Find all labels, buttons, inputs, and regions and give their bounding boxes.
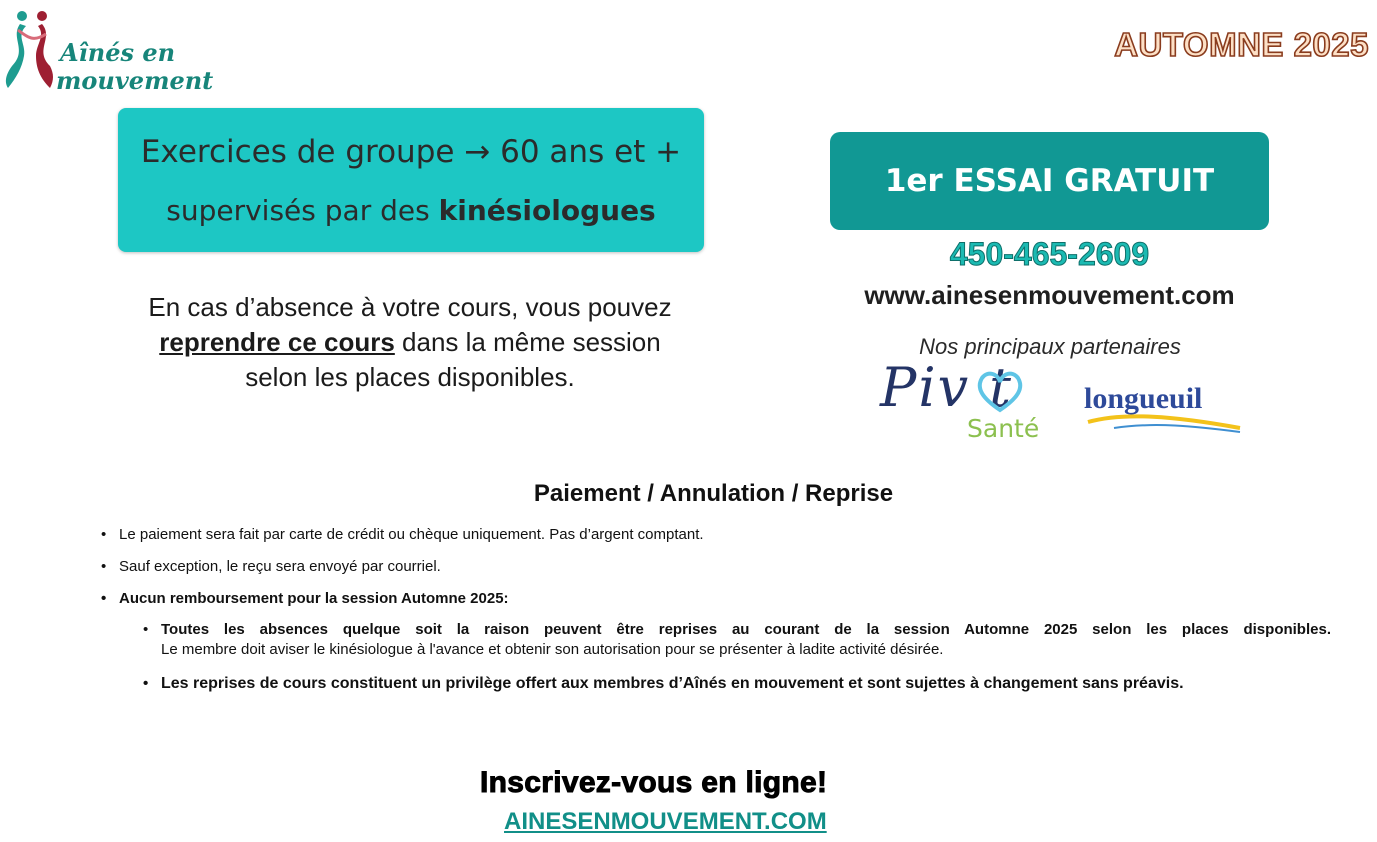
logo-text-line1: Aînés en <box>60 38 176 67</box>
reprendre-cours-emphasis: reprendre ce cours <box>159 327 395 357</box>
absence-line2 <box>110 325 710 360</box>
website-url: www.ainesenmouvement.com <box>864 280 1235 310</box>
absence-line1: En cas d’absence à votre cours, vous pouvez <box>148 292 672 322</box>
pivot-logo-word: Piv t <box>880 356 1013 419</box>
sub-bullet-2: • Les reprises de cours constituent un privilège offert aux membres d’Aînés en mouvement et sont sujettes à changement sans préavis. <box>161 674 1184 694</box>
phone-number: 450-465-2609 <box>949 236 1150 272</box>
sub-bullet-1 <box>161 620 1331 660</box>
organization-logo <box>2 6 214 96</box>
wave-icon <box>1084 382 1244 438</box>
group-banner-line2 <box>118 194 704 227</box>
group-banner-line2-bold: kinésiologues <box>438 194 656 227</box>
season-title: AUTOMNE 2025 <box>1114 26 1369 63</box>
longueuil-logo-word: longueuil <box>1084 382 1203 415</box>
group-exercise-banner <box>118 108 704 252</box>
sub-bullet-1-bold: • Toutes les absences quelque soit la raison peuvent être reprises au courant de la session Automne 2025 selon les places disponibles. <box>161 621 1331 638</box>
sub-bullet-1-detail: Le membre doit aviser le kinésiologue à l'avance et obtenir son autorisation pour se présenter à ladite activité désirée. <box>161 641 944 658</box>
payment-bullet-3: • Aucun remboursement pour la session Automne 2025: <box>119 589 509 609</box>
pivot-logo-subtitle: Santé <box>967 414 1040 443</box>
absence-line2-rest: dans la même session <box>394 327 661 357</box>
absence-line3: selon les places disponibles. <box>245 362 575 392</box>
partners-title: Nos principaux partenaires <box>919 334 1181 359</box>
payment-bullet-2: • Sauf exception, le reçu sera envoyé par courriel. <box>119 557 441 577</box>
dancers-logo-icon <box>2 8 62 94</box>
logo-text-line2: mouvement <box>56 66 214 95</box>
payment-section-title: Paiement / Annulation / Reprise <box>533 480 894 507</box>
payment-bullet-1: • Le paiement sera fait par carte de crédit ou chèque uniquement. Pas d’argent comptant. <box>119 525 704 545</box>
group-banner-line2-prefix: supervisés par des <box>166 194 439 227</box>
heart-icon <box>974 370 1026 414</box>
longueuil-logo <box>1084 382 1244 438</box>
website-link[interactable]: AINESENMOUVEMENT.COM <box>504 808 827 835</box>
free-trial-banner: 1er ESSAI GRATUIT <box>830 132 1269 230</box>
absence-notice <box>110 290 710 395</box>
group-banner-line1: Exercices de groupe → 60 ans et + <box>140 134 682 170</box>
pivot-sante-logo <box>880 356 1080 450</box>
signup-heading: Inscrivez-vous en ligne! <box>480 766 828 799</box>
